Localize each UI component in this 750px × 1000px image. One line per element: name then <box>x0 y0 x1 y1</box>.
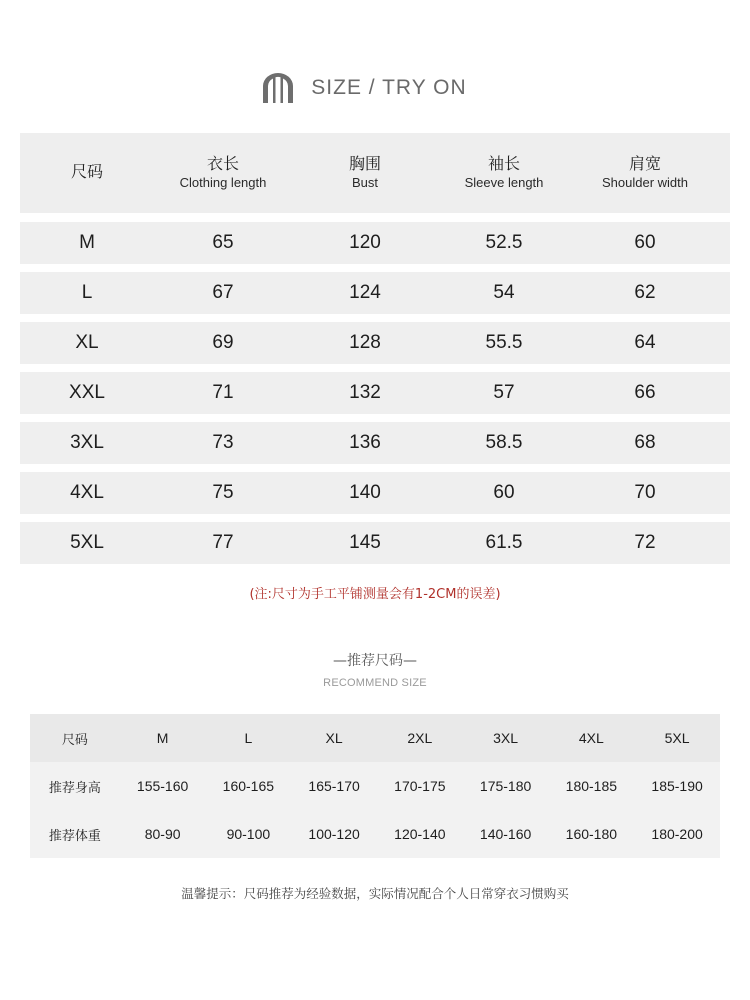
table-cell: 69 <box>212 332 234 353</box>
table-cell: 58.5 <box>485 432 523 453</box>
table-cell: 67 <box>212 282 234 303</box>
table-cell: L <box>244 730 253 746</box>
table-cell: 180-185 <box>565 778 618 794</box>
table-cell: M <box>79 232 95 253</box>
table-cell: 64 <box>634 332 656 353</box>
page-title: SIZE / TRY ON <box>311 76 467 99</box>
table-cell: 4XL <box>578 730 604 746</box>
table-cell: 52.5 <box>485 232 523 253</box>
table-cell: 3XL <box>70 432 104 453</box>
table-cell: 120 <box>349 232 381 253</box>
table-cell: 57 <box>493 382 515 403</box>
table-cell: L <box>81 282 93 303</box>
recommend-weight-row <box>30 810 720 858</box>
table-cell: 60 <box>634 232 656 253</box>
table-cell: 120-140 <box>394 826 446 842</box>
table-cell: 75 <box>212 482 234 503</box>
table-cell: 175-180 <box>479 778 532 794</box>
table-cell: 推荐体重 <box>48 828 101 844</box>
table-cell: 62 <box>634 282 656 303</box>
table-cell: M <box>156 730 169 746</box>
table-cell: 160-165 <box>222 778 275 794</box>
recommend-title: —推荐尺码— <box>333 653 417 669</box>
table-row <box>20 222 730 264</box>
size-chart-table <box>20 133 730 572</box>
table-cell: 90-100 <box>226 826 271 842</box>
table-row <box>20 522 730 564</box>
recommend-height-row <box>30 762 720 810</box>
table-cell: 4XL <box>70 482 104 503</box>
table-cell: 100-120 <box>308 826 360 842</box>
table-cell: XL <box>75 332 99 353</box>
table-cell: 71 <box>212 382 234 403</box>
table-cell: 185-190 <box>651 778 703 794</box>
table-cell: 66 <box>634 382 656 403</box>
building-arch-icon <box>261 72 295 104</box>
recommend-size-table <box>30 714 720 858</box>
table-cell: 尺码 <box>61 732 88 748</box>
table-cell: 145 <box>349 532 381 553</box>
table-cell: XL <box>325 730 343 746</box>
table-cell: 170-175 <box>394 778 446 794</box>
table-cell: 180-200 <box>651 826 703 842</box>
table-row <box>20 422 730 464</box>
column-header-bust: 胸围 Bust <box>348 154 381 190</box>
table-cell: 5XL <box>70 532 104 553</box>
footer-tip: 温馨提示：尺码推荐为经验数据，实际情况配合个人日常穿衣习惯购买 <box>181 886 569 901</box>
recommend-subtitle: RECOMMEND SIZE <box>323 677 427 689</box>
recommend-header-row <box>30 714 720 762</box>
table-cell: 80-90 <box>144 826 181 842</box>
column-header-shoulder-width: 肩宽 Shoulder width <box>602 154 688 190</box>
table-cell: XXL <box>69 382 105 403</box>
table-cell: 140 <box>349 482 381 503</box>
table-cell: 165-170 <box>308 778 360 794</box>
table-cell: 160-180 <box>565 826 618 842</box>
table-cell: 5XL <box>664 730 690 746</box>
table-cell: 60 <box>493 482 515 503</box>
page-heading <box>0 66 750 110</box>
table-cell: 54 <box>493 282 515 303</box>
column-header-sleeve-length: 袖长 Sleeve length <box>464 154 544 190</box>
table-cell: 155-160 <box>136 778 189 794</box>
size-chart-header-row <box>20 133 730 213</box>
table-row <box>20 322 730 364</box>
table-cell: 55.5 <box>485 332 523 353</box>
table-cell: 140-160 <box>479 826 532 842</box>
table-cell: 61.5 <box>485 532 523 553</box>
table-cell: 65 <box>212 232 234 253</box>
table-cell: 70 <box>634 482 656 503</box>
measurement-note: (注:尺寸为手工平铺测量会有1-2CM的误差) <box>249 587 501 602</box>
table-cell: 136 <box>349 432 381 453</box>
table-row <box>20 472 730 514</box>
table-cell: 124 <box>349 282 381 303</box>
table-cell: 68 <box>634 432 656 453</box>
table-cell: 72 <box>634 532 656 553</box>
table-cell: 77 <box>212 532 234 553</box>
table-row <box>20 272 730 314</box>
table-cell: 73 <box>212 432 234 453</box>
table-cell: 推荐身高 <box>48 780 101 796</box>
column-header-size: 尺码 <box>70 162 103 181</box>
table-cell: 3XL <box>493 730 519 746</box>
column-header-clothing-length: 衣长 Clothing length <box>179 154 267 190</box>
table-row <box>20 372 730 414</box>
table-cell: 2XL <box>407 730 433 746</box>
table-cell: 132 <box>349 382 381 403</box>
table-cell: 128 <box>349 332 381 353</box>
